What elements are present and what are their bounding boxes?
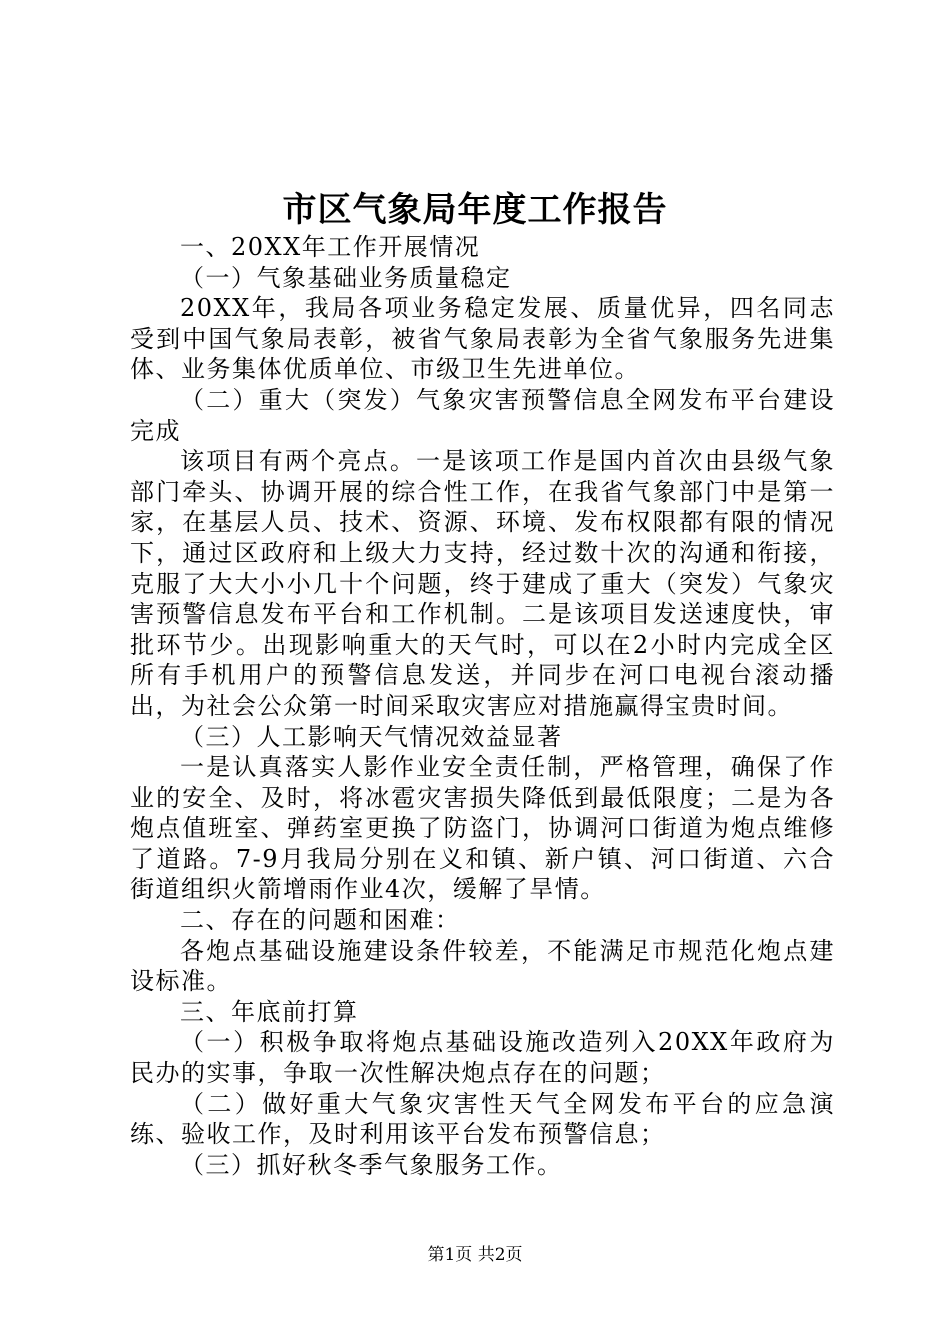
heading-section-3: 三、年底前打算 xyxy=(180,997,359,1026)
paragraph: 各炮点基础设施建设条件较差，不能满足市规范化炮点建设标准。 xyxy=(130,936,835,996)
page-footer: 第1页 共2页 xyxy=(427,1245,523,1265)
heading-section-2: 二、存在的问题和困难： xyxy=(180,906,461,935)
document-title: 市区气象局年度工作报告 xyxy=(282,190,668,230)
plan-item-2: （二）做好重大气象灾害性天气全网发布平台的应急演练、验收工作，及时利用该平台发布预警信息； xyxy=(130,1089,835,1149)
paragraph: 该项目有两个亮点。一是该项工作是国内首次由县级气象部门牵头、协调开展的综合性工作，在我省气象部门中是第一家，在基层人员、技术、资源、环境、发布权限都有限的情况下，通过区政府和上级大力支持，经过数十次的沟通和衔接，克服了大大小小几十个问题，终于建成了重大（突发）气象灾害预警信息发布平台和工作机制。二是该项目发送速度快，审批环节少。出现影响重大的天气时，可以在2小时内完成全区所有手机用户的预警信息发送，并同步在河口电视台滚动播出，为社会公众第一时间采取灾害应对措施赢得宝贵时间。 xyxy=(130,447,835,720)
heading-section-1: 一、20XX年工作开展情况 xyxy=(180,233,481,261)
subheading-1-2: （二）重大（突发）气象灾害预警信息全网发布平台建设完成 xyxy=(130,385,835,445)
paragraph: 一是认真落实人影作业安全责任制，严格管理，确保了作业的安全、及时，将冰雹灾害损失降低到最低限度；二是为各炮点值班室、弹药室更换了防盗门，协调河口街道为炮点维修了道路。7-9月我局分别在义和镇、新户镇、河口街道、六合街道组织火箭增雨作业4次，缓解了旱情。 xyxy=(130,753,835,904)
paragraph: 20XX年，我局各项业务稳定发展、质量优异，四名同志受到中国气象局表彰，被省气象局表彰为全省气象服务先进集体、业务集体优质单位、市级卫生先进单位。 xyxy=(130,294,835,384)
subheading-1-3: （三）人工影响天气情况效益显著 xyxy=(180,722,563,751)
subheading-1-1: （一）气象基础业务质量稳定 xyxy=(180,263,512,292)
plan-item-3: （三）抓好秋冬季气象服务工作。 xyxy=(180,1150,563,1179)
plan-item-1: （一）积极争取将炮点基础设施改造列入20XX年政府为民办的实事，争取一次性解决炮点存在的问题； xyxy=(130,1028,835,1088)
document-body xyxy=(130,232,835,1180)
